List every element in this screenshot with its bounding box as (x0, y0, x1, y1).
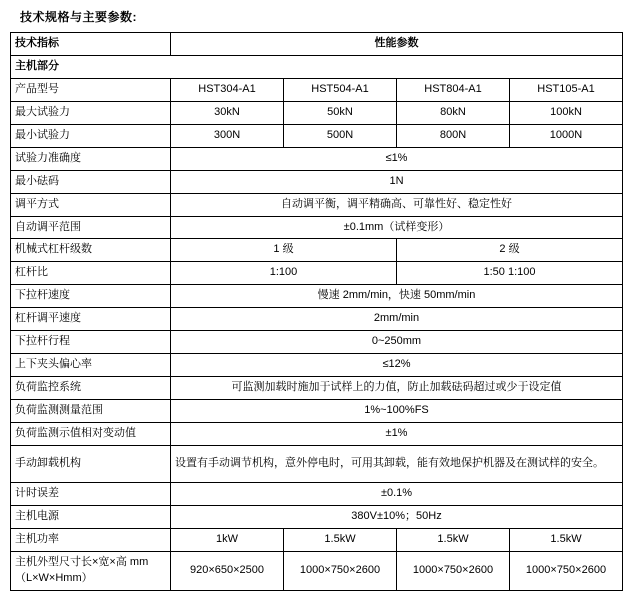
row-label: 主机电源 (11, 505, 171, 528)
row-value: 1%~100%FS (171, 400, 623, 423)
row-value: 可监测加载时施加于试样上的力值，防止加载砝码超过或少于设定值 (171, 377, 623, 400)
row-value: 设置有手动调节机构，意外停电时，可用其卸载，能有效地保护机器及在测试样的安全。 (171, 445, 623, 482)
row-value: 2 级 (397, 239, 623, 262)
table-row (11, 422, 623, 445)
table-row (11, 147, 623, 170)
table-row (11, 331, 623, 354)
row-value: 1000N (510, 124, 623, 147)
header-cell-label: 技术指标 (11, 33, 171, 56)
table-section-row (11, 55, 623, 78)
row-label: 负荷监测测量范围 (11, 400, 171, 423)
row-value: 0~250mm (171, 331, 623, 354)
row-label: 杠杆比 (11, 262, 171, 285)
table-row (11, 193, 623, 216)
row-label: 机械式杠杆级数 (11, 239, 171, 262)
table-row (11, 170, 623, 193)
row-value: 1:50 1:100 (397, 262, 623, 285)
row-label: 下拉杆行程 (11, 331, 171, 354)
row-value: ≤12% (171, 354, 623, 377)
header-cell-values: 性能参数 (171, 33, 623, 56)
row-value: HST504-A1 (284, 78, 397, 101)
row-label: 自动调平范围 (11, 216, 171, 239)
row-label: 负荷监控系统 (11, 377, 171, 400)
row-value: 1kW (171, 528, 284, 551)
table-row (11, 445, 623, 482)
row-label: 下拉杆速度 (11, 285, 171, 308)
row-value: ±0.1% (171, 482, 623, 505)
row-value: HST105-A1 (510, 78, 623, 101)
row-value: HST804-A1 (397, 78, 510, 101)
table-row (11, 482, 623, 505)
row-value: 1000×750×2600 (397, 551, 510, 590)
row-value: ±1% (171, 422, 623, 445)
row-value: 1.5kW (284, 528, 397, 551)
row-value: 1000×750×2600 (284, 551, 397, 590)
row-label: 计时误差 (11, 482, 171, 505)
table-row (11, 400, 623, 423)
table-row (11, 262, 623, 285)
row-value: 500N (284, 124, 397, 147)
row-label: 试验力准确度 (11, 147, 171, 170)
table-row (11, 528, 623, 551)
table-row (11, 285, 623, 308)
table-row (11, 78, 623, 101)
row-value: 80kN (397, 101, 510, 124)
row-label: 上下夹头偏心率 (11, 354, 171, 377)
row-label: 产品型号 (11, 78, 171, 101)
row-label: 最大试验力 (11, 101, 171, 124)
row-value: 920×650×2500 (171, 551, 284, 590)
table-row (11, 308, 623, 331)
row-label: 调平方式 (11, 193, 171, 216)
row-label: 主机功率 (11, 528, 171, 551)
row-value: 1.5kW (397, 528, 510, 551)
row-value: 慢速 2mm/min，快速 50mm/min (171, 285, 623, 308)
row-value: 50kN (284, 101, 397, 124)
row-value: 1000×750×2600 (510, 551, 623, 590)
specification-table (10, 32, 623, 591)
row-value: HST304-A1 (171, 78, 284, 101)
row-label: 最小砝码 (11, 170, 171, 193)
table-row (11, 216, 623, 239)
row-value: 380V±10%；50Hz (171, 505, 623, 528)
row-value: 2mm/min (171, 308, 623, 331)
row-value: 1N (171, 170, 623, 193)
table-row (11, 239, 623, 262)
section-title: 主机部分 (11, 55, 623, 78)
table-row (11, 377, 623, 400)
row-label: 最小试验力 (11, 124, 171, 147)
table-row (11, 101, 623, 124)
row-label: 手动卸载机构 (11, 445, 171, 482)
row-value: 300N (171, 124, 284, 147)
row-value: 100kN (510, 101, 623, 124)
table-row (11, 505, 623, 528)
row-value: 1 级 (171, 239, 397, 262)
row-label: 负荷监测示值相对变动值 (11, 422, 171, 445)
table-row (11, 124, 623, 147)
page-title: 技术规格与主要参数: (20, 10, 137, 24)
row-value: ±0.1mm（试样变形） (171, 216, 623, 239)
row-value: 1.5kW (510, 528, 623, 551)
row-value: 800N (397, 124, 510, 147)
row-label: 主机外型尺寸长×宽×高 mm（L×W×Hmm） (11, 551, 171, 590)
row-value: 自动调平衡，调平精确高、可靠性好、稳定性好 (171, 193, 623, 216)
row-value: 1:100 (171, 262, 397, 285)
table-row (11, 354, 623, 377)
table-header-row (11, 33, 623, 56)
row-label: 杠杆调平速度 (11, 308, 171, 331)
row-value: ≤1% (171, 147, 623, 170)
table-row (11, 551, 623, 590)
row-value: 30kN (171, 101, 284, 124)
